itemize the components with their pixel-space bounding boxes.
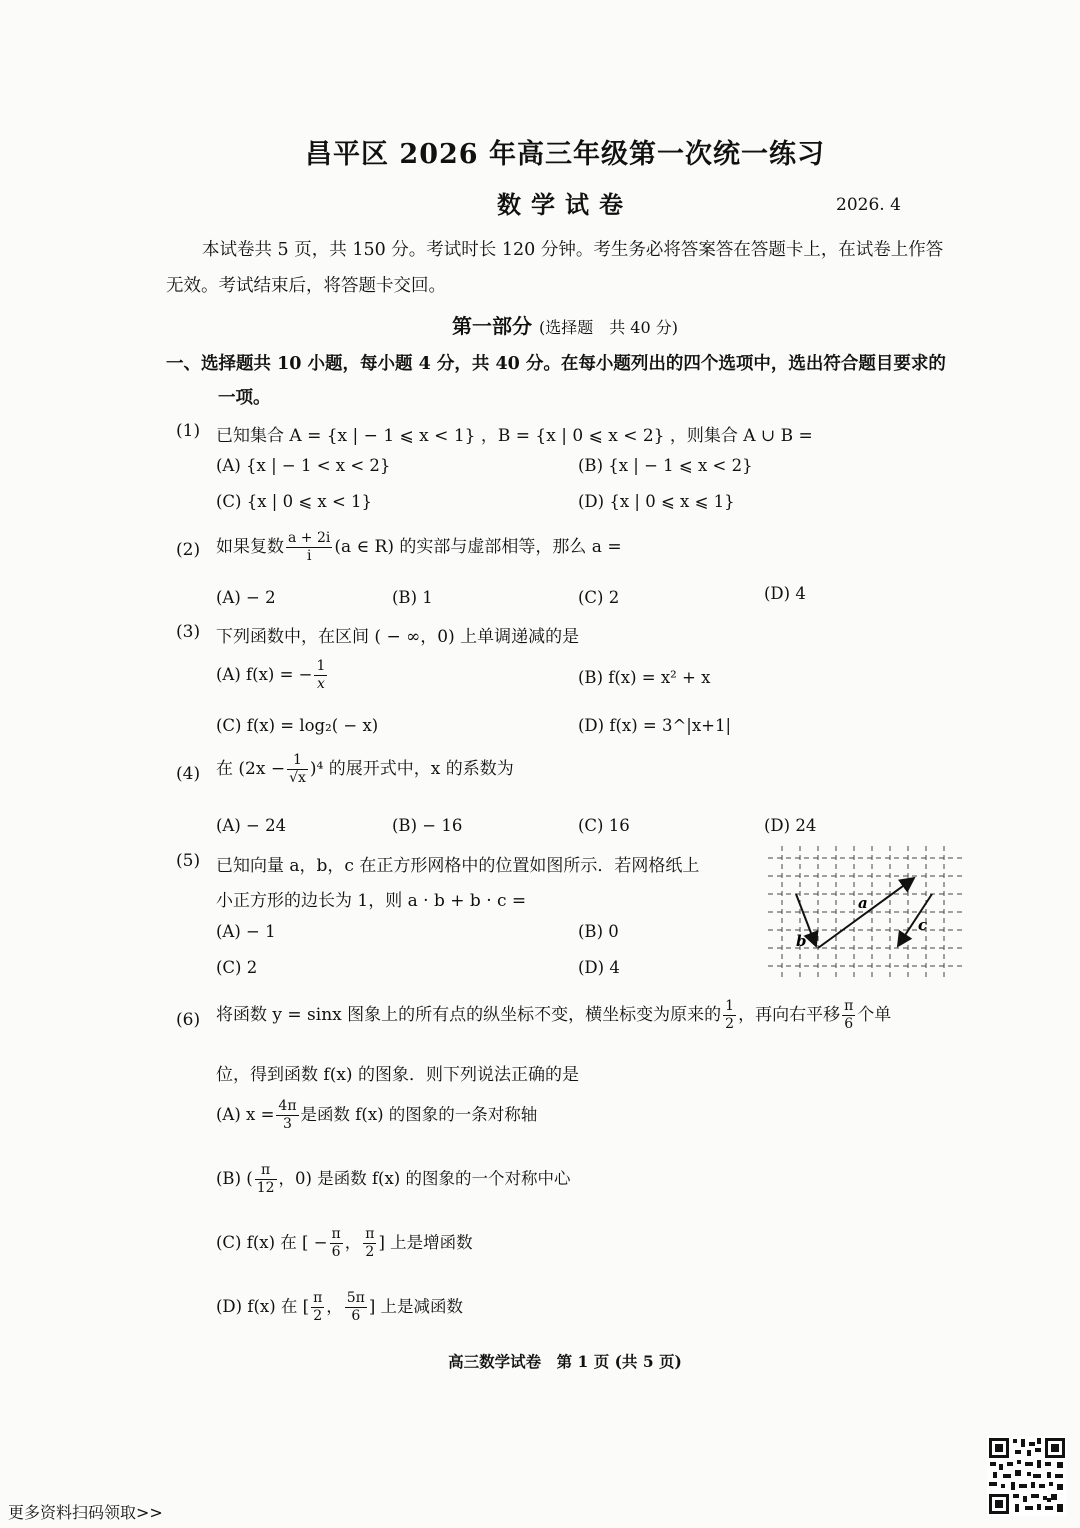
- q3-option-d: (D) f(x) = 3^|x+1|: [578, 716, 732, 735]
- vector-grid-figure: [768, 846, 966, 978]
- q6-option-d-fraction1: [311, 1290, 324, 1325]
- section1-line2: 一项。: [218, 388, 271, 408]
- q2-option-d: (D) 4: [764, 584, 806, 603]
- q5-option-c: (C) 2: [216, 958, 258, 977]
- q6-option-c-fraction1: [330, 1226, 343, 1261]
- q2-frac-num: a + 2i: [288, 530, 331, 546]
- q3-number: (3): [176, 622, 201, 642]
- q6-option-b-fraction: [255, 1162, 277, 1197]
- q3-option-b: (B) f(x) = x² + x: [578, 668, 711, 687]
- q6-option-d-num1: π: [313, 1290, 323, 1306]
- q1-option-d: (D) {x | 0 ⩽ x ⩽ 1}: [578, 492, 735, 511]
- q6-option-b-den: 12: [256, 1180, 275, 1196]
- q3-option-a-pre: (A) f(x) = −: [216, 665, 313, 684]
- page-footer: 高三数学试卷 第 1 页 (共 5 页): [448, 1352, 682, 1371]
- q3-option-a: [216, 658, 329, 693]
- q6-pi6-den: 6: [844, 1016, 854, 1032]
- q2-option-a: (A) − 2: [216, 588, 276, 607]
- q1-option-c: (C) {x | 0 ⩽ x < 1}: [216, 492, 373, 511]
- instructions-line2: 无效。考试结束后，将答题卡交回。: [166, 276, 446, 296]
- q3-option-c: (C) f(x) = log₂( − x): [216, 716, 379, 735]
- q6-option-c-post: ] 上是增函数: [378, 1233, 473, 1252]
- q6-option-a-pre: (A) x =: [216, 1105, 275, 1124]
- exam-title: 昌平区 2026 年高三年级第一次统一练习: [305, 139, 825, 170]
- q6-option-d-sep: ，: [326, 1297, 343, 1316]
- q6-number: (6): [176, 1010, 201, 1030]
- q6-option-c: [216, 1226, 473, 1261]
- q6-option-a-den: 3: [283, 1116, 292, 1132]
- q6-stem1-pre: 将函数 y = sinx 图象上的所有点的纵坐标不变，横坐标变为原来的: [216, 1005, 722, 1025]
- vector-b-label: b: [796, 932, 807, 950]
- q1-option-a: (A) {x | − 1 < x < 2}: [216, 456, 391, 475]
- q3-option-a-den: x: [316, 676, 325, 692]
- q5-stem-line2: 小正方形的边长为 1，则 a · b + b · c =: [216, 891, 527, 911]
- q2-stem-pre: 如果复数: [216, 537, 284, 557]
- q2-stem: [216, 530, 622, 565]
- q6-stem-line2: 位，得到函数 f(x) 的图象．则下列说法正确的是: [216, 1065, 579, 1085]
- q6-half-num: 1: [725, 998, 735, 1014]
- qr-code-icon[interactable]: [987, 1436, 1067, 1516]
- q1-stem: 已知集合 A = {x | − 1 ⩽ x < 1} ，B = {x | 0 ⩽ x < 2} ，则集合 A ∪ B =: [216, 426, 813, 446]
- q4-option-c: (C) 16: [578, 816, 630, 835]
- q3-option-a-num: 1: [316, 658, 326, 674]
- q6-option-b-num: π: [255, 1162, 277, 1180]
- q6-option-b-post: ，0) 是函数 f(x) 的图象的一个对称中心: [278, 1169, 571, 1188]
- q1-number: (1): [176, 421, 201, 441]
- exam-date: 2026. 4: [836, 195, 901, 215]
- q6-half-den: 2: [725, 1016, 735, 1032]
- q6-option-c-den2: 2: [365, 1244, 375, 1260]
- q2-frac-den: i: [306, 548, 312, 564]
- q3-option-a-fraction: [314, 658, 327, 693]
- q6-option-d-num2: 5π: [346, 1290, 365, 1306]
- promo-text[interactable]: 更多资料扫码领取>>: [8, 1503, 163, 1522]
- q6-option-d-den2: 6: [351, 1308, 361, 1324]
- q6-option-c-den1: 6: [331, 1244, 341, 1260]
- vector-a-label: a: [858, 894, 868, 912]
- q6-option-d-fraction2: [345, 1290, 367, 1325]
- q5-option-a: (A) − 1: [216, 922, 276, 941]
- vector-c-label: c: [918, 916, 928, 934]
- q4-stem: [216, 752, 514, 787]
- q6-option-a-num: 4π: [278, 1098, 297, 1114]
- q5-option-b: (B) 0: [578, 922, 619, 941]
- section1-line1: 一、选择题共 10 小题，每小题 4 分，共 40 分。在每小题列出的四个选项中，选出符合题目要求的: [166, 354, 946, 374]
- q2-option-b: (B) 1: [392, 588, 433, 607]
- q6-option-d-den1: 2: [313, 1308, 323, 1324]
- q2-stem-post: (a ∈ R) 的实部与虚部相等，那么 a =: [334, 537, 622, 557]
- q6-pi6-fraction: [842, 998, 855, 1033]
- q2-option-c: (C) 2: [578, 588, 620, 607]
- q5-stem-line1: 已知向量 a，b，c 在正方形网格中的位置如图所示．若网格纸上: [216, 856, 700, 876]
- q2-fraction: [286, 530, 332, 565]
- q4-option-b: (B) − 16: [392, 816, 463, 835]
- q6-option-d-post: ] 上是减函数: [368, 1297, 464, 1316]
- q6-half-fraction: [723, 998, 736, 1033]
- q2-number: (2): [176, 540, 201, 560]
- q4-stem-pre: 在 (2x −: [216, 759, 286, 779]
- q6-stem1-mid: ，再向右平移: [738, 1005, 841, 1025]
- q6-stem1-post: 个单: [857, 1005, 892, 1025]
- q6-stem-line1: [216, 998, 891, 1033]
- q4-option-d: (D) 24: [764, 816, 817, 835]
- q6-option-c-num1: π: [331, 1226, 341, 1242]
- q6-option-d: [216, 1290, 463, 1325]
- q4-fraction: [287, 752, 308, 787]
- q5-number: (5): [176, 851, 201, 871]
- part1-note: (选择题 共 40 分): [538, 318, 678, 337]
- vector-a-arrow: [818, 878, 914, 948]
- q4-frac-den: √x: [289, 770, 306, 786]
- q5-option-d: (D) 4: [578, 958, 620, 977]
- part1-title: 第一部分: [452, 314, 532, 338]
- instructions-line1: 本试卷共 5 页，共 150 分。考试时长 120 分钟。考生务必将答案答在答题卡上，在试卷上作答: [202, 240, 944, 260]
- q6-option-b-pre: (B) (: [216, 1169, 253, 1188]
- q6-option-a-fraction: [276, 1098, 298, 1133]
- q1-option-b: (B) {x | − 1 ⩽ x < 2}: [578, 456, 753, 475]
- q6-option-c-pre: (C) f(x) 在 [ −: [216, 1233, 328, 1252]
- q4-option-a: (A) − 24: [216, 816, 287, 835]
- q6-option-c-fraction2: [363, 1226, 376, 1261]
- q6-option-b: [216, 1162, 570, 1197]
- q6-option-c-num2: π: [365, 1226, 375, 1242]
- q4-number: (4): [176, 764, 201, 784]
- q6-option-a-post: 是函数 f(x) 的图象的一条对称轴: [300, 1105, 538, 1124]
- q6-option-d-pre: (D) f(x) 在 [: [216, 1297, 310, 1316]
- q3-stem: 下列函数中，在区间 ( − ∞，0) 上单调递减的是: [216, 627, 580, 647]
- part1-heading: [0, 310, 1080, 339]
- exam-subtitle: 数学试卷: [497, 190, 633, 219]
- q4-frac-num: 1: [287, 752, 308, 770]
- q6-option-c-sep: ，: [344, 1233, 362, 1252]
- q6-pi6-num: π: [844, 998, 854, 1014]
- q4-stem-post: )⁴ 的展开式中，x 的系数为: [309, 759, 514, 779]
- q6-option-a: [216, 1098, 537, 1133]
